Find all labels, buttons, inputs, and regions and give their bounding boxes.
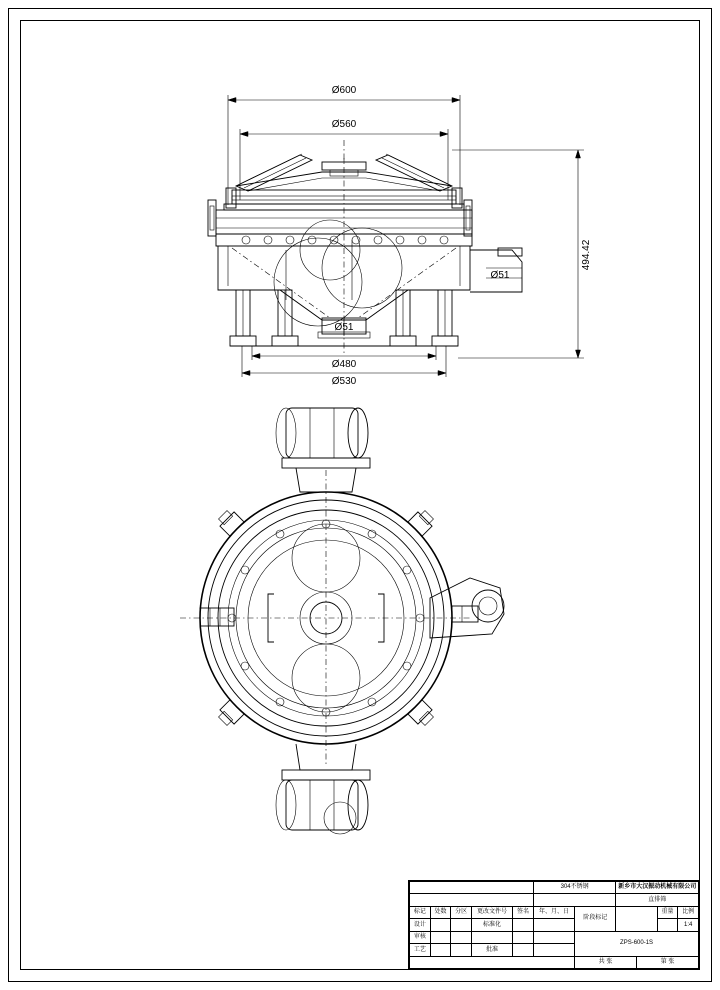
stage-mark-label: 阶段标记 xyxy=(575,906,616,931)
row-process-blank2 xyxy=(513,944,534,956)
row-check-blank3 xyxy=(513,931,534,943)
sheet-index-label: 第 张 xyxy=(637,956,699,968)
rev-col-zone: 分区 xyxy=(451,906,472,918)
row-design-value xyxy=(430,919,451,931)
bottom-motor-cylinders xyxy=(276,780,368,834)
title-block-empty-mid xyxy=(533,894,616,906)
row-check-value xyxy=(430,931,451,943)
row-check-blank1 xyxy=(451,931,472,943)
dim-text-51-right: Ø51 xyxy=(490,270,510,281)
weight-label: 重量 xyxy=(657,906,678,918)
dim-text-560: Ø560 xyxy=(331,119,357,130)
company-name: 新乡市大汉振动机械有限公司 xyxy=(616,882,699,894)
vibration-motor-outline xyxy=(274,220,402,326)
row-design-blank1 xyxy=(451,919,472,931)
right-discharge-spout xyxy=(430,578,504,638)
title-block-stage-blank xyxy=(616,906,657,931)
row-design-label: 设计 xyxy=(410,919,431,931)
rev-col-date: 年、月、日 xyxy=(533,906,574,918)
row-check-label: 审核 xyxy=(410,931,431,943)
row-process-value xyxy=(430,944,451,956)
dimension-line-height xyxy=(452,150,584,358)
title-block xyxy=(408,880,700,970)
top-motor-cylinders xyxy=(276,408,368,458)
row-process-label: 工艺 xyxy=(410,944,431,956)
row-check-blank2 xyxy=(471,931,512,943)
rev-col-count: 处数 xyxy=(430,906,451,918)
dimension-line-560 xyxy=(240,129,448,200)
sheet-total-label: 共 张 xyxy=(575,956,637,968)
row-process-blank1 xyxy=(451,944,472,956)
rev-col-mark: 标记 xyxy=(410,906,431,918)
top-plan-view xyxy=(180,408,504,834)
row-design-blank3 xyxy=(533,919,574,931)
clamp-ring-flange xyxy=(208,200,472,236)
row-design-blank2 xyxy=(513,919,534,931)
front-elevation-view xyxy=(208,95,584,377)
drawing-name: 直排筛 xyxy=(616,894,699,906)
model-number: ZPS-600-1S xyxy=(575,931,699,956)
dim-text-530: Ø530 xyxy=(331,376,357,387)
scale-label: 比例 xyxy=(678,906,699,918)
title-block-empty-mid-left xyxy=(410,894,534,906)
dim-text-height: 494.42 xyxy=(581,239,592,271)
row-approve-label: 批准 xyxy=(471,944,512,956)
weight-value xyxy=(657,919,678,931)
row-standardization: 标准化 xyxy=(471,919,512,931)
dim-text-600: Ø600 xyxy=(331,85,357,96)
title-block-empty-upper-left xyxy=(410,882,534,894)
row-process-blank3 xyxy=(533,944,574,956)
left-clamp-handle xyxy=(200,608,234,626)
rev-col-docno: 更改文件号 xyxy=(471,906,512,918)
dim-text-51-bottom: Ø51 xyxy=(334,322,354,333)
rev-col-sign: 签名 xyxy=(513,906,534,918)
material-label: 304不锈钢 xyxy=(533,882,616,894)
sheet-count-left xyxy=(410,956,575,968)
scale-value: 1:4 xyxy=(678,919,699,931)
dim-text-480: Ø480 xyxy=(331,359,357,370)
row-check-blank4 xyxy=(533,931,574,943)
